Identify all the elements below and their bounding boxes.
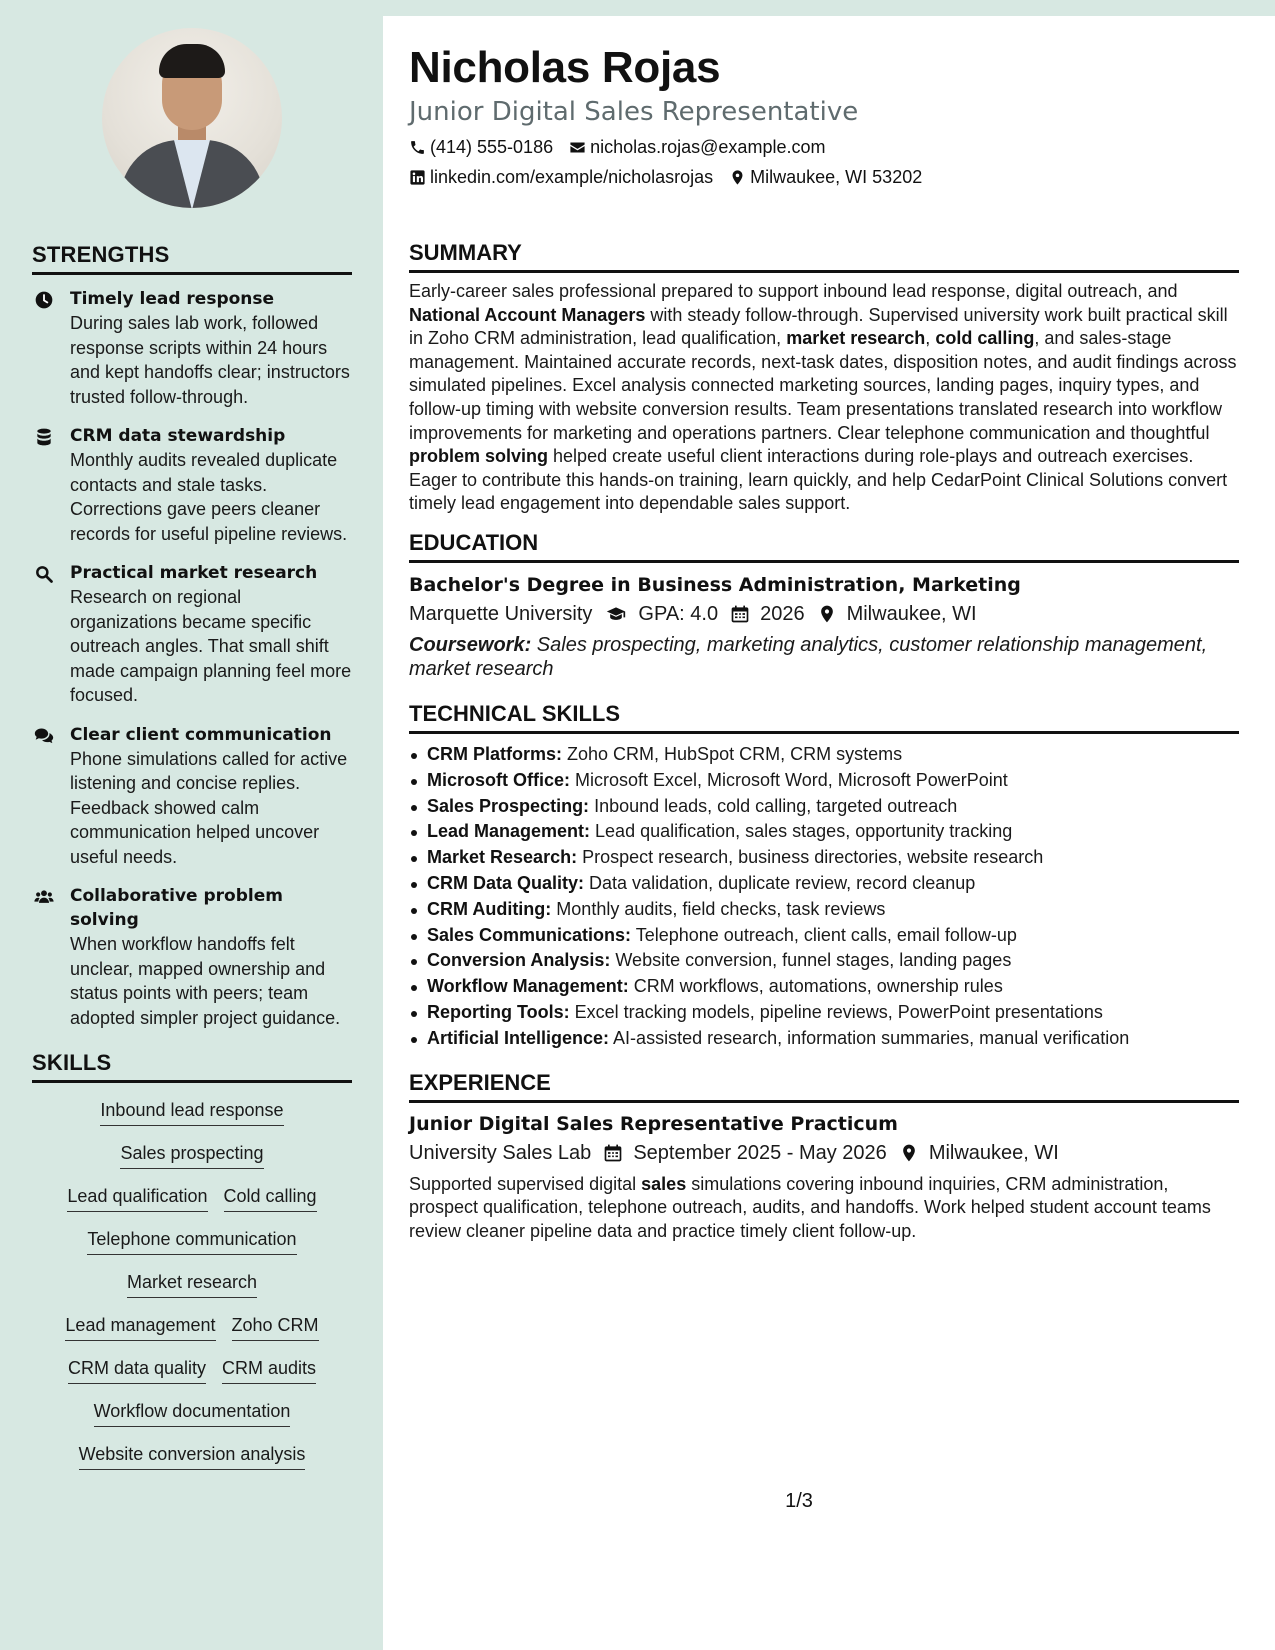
technical-skill-label: CRM Auditing:: [427, 898, 552, 919]
strength-title: Timely lead response: [70, 289, 275, 309]
coursework: [409, 633, 1239, 681]
text-run: Supported supervised digital: [409, 1173, 642, 1194]
skill-tag: Website conversion analysis: [79, 1442, 306, 1470]
skill-tag: Lead qualification: [67, 1184, 207, 1212]
search-icon: [32, 561, 70, 708]
technical-skill-item: [409, 974, 1239, 1000]
skill-tag: CRM data quality: [68, 1356, 206, 1384]
skill-row: [32, 1141, 352, 1169]
technical-skill-value: Prospect research, business directories, website research: [577, 847, 1044, 868]
candidate-role: Junior Digital Sales Representative: [409, 97, 859, 127]
strength-title: Practical market research: [70, 563, 318, 583]
technical-skill-value: Microsoft Excel, Microsoft Word, Microsoft PowerPoint: [570, 769, 1008, 790]
gpa-text: GPA: 4.0: [638, 602, 719, 625]
technical-skill-item: [409, 845, 1239, 871]
strength-title: CRM data stewardship: [70, 426, 286, 446]
contact-row-1: [409, 134, 1239, 160]
technical-skill-value: CRM workflows, automations, ownership rules: [628, 976, 1003, 997]
technical-skill-value: Lead qualification, sales stages, opportunity tracking: [590, 821, 1013, 842]
location-text: Milwaukee, WI 53202: [750, 167, 923, 187]
technical-skill-item: [409, 768, 1239, 794]
page-number: 1/3: [785, 1490, 813, 1512]
technical-skill-value: Data validation, duplicate review, record cleanup: [584, 872, 976, 893]
avatar: [102, 28, 282, 208]
coursework-label: Coursework:: [409, 633, 532, 656]
technical-skill-value: Inbound leads, cold calling, targeted outreach: [589, 795, 958, 816]
emphasis-text: market research: [786, 328, 926, 349]
school: [409, 600, 592, 628]
strength-description: When workflow handoffs felt unclear, mapped ownership and status points with peers; team adopted simpler project guidance.: [70, 934, 341, 1028]
text-run: , and sales-stage management. Maintained accurate records, next-task dates, disposition notes, and audit findings across simulated pipelines. Excel analysis connected marketing sources, landing pages, inquiry types, and follow-up timing with website conversion results. Team presentations translated research into workflow improvements for marketing and operations partners. Clear telephone communication and thoughtful: [409, 328, 1237, 443]
school-name: Marquette University: [409, 602, 593, 625]
technical-skill-label: Sales Prospecting:: [427, 795, 590, 816]
gpa: [604, 600, 718, 628]
users-icon: [32, 884, 70, 1030]
technical-skill-value: Website conversion, funnel stages, landing pages: [610, 950, 1012, 971]
strength-text: [70, 287, 352, 409]
technical-skill-item: [409, 1026, 1239, 1052]
skill-tag: Lead management: [65, 1313, 215, 1341]
job-org: [409, 1139, 591, 1167]
phone-contact[interactable]: [409, 134, 553, 160]
technical-skill-item: [409, 923, 1239, 949]
emphasis-text: cold calling: [935, 328, 1035, 349]
technical-skill-item: [409, 1000, 1239, 1026]
email-text: nicholas.rojas@example.com: [590, 137, 826, 157]
skill-tag: Telephone communication: [87, 1227, 296, 1255]
skill-tag: Workflow documentation: [94, 1399, 291, 1427]
location-contact: [729, 164, 922, 190]
calendar-icon: [730, 604, 750, 624]
strength-title: Collaborative problem solving: [70, 886, 283, 930]
dates-text: September 2025 - May 2026: [633, 1141, 887, 1164]
skills-heading: SKILLS: [32, 1050, 352, 1083]
strength-title: Clear client communication: [70, 724, 332, 745]
strength-item: [32, 884, 352, 1030]
skill-tag: Cold calling: [224, 1184, 317, 1212]
technical-skill-value: Excel tracking models, pipeline reviews, PowerPoint presentations: [569, 1001, 1103, 1022]
text-run: Early-career sales professional prepared to support inbound lead response, digital outreach, and: [409, 281, 1178, 301]
graduation-cap-icon: [604, 604, 628, 624]
job-meta: [409, 1139, 1239, 1167]
strength-item: [32, 287, 352, 409]
strength-description: Phone simulations called for active listening and concise replies. Feedback showed calm communication helped uncover useful needs.: [70, 748, 348, 867]
job-dates: [603, 1139, 887, 1167]
emphasis-text: National Account Managers: [409, 304, 646, 325]
text-run: helped create useful client interactions during role-plays and outreach exercises. Eager to contribute this hands-on training, learn quickly, and help CedarPoint Clinical Solutions convert timely lead engagement into dependable sales support.: [409, 446, 1228, 514]
skill-row: [32, 1442, 352, 1470]
technical-skill-item: [409, 819, 1239, 845]
map-pin-icon: [729, 169, 746, 186]
email-contact[interactable]: [569, 134, 825, 160]
emphasis-text: sales: [641, 1173, 687, 1194]
skill-row: [32, 1356, 352, 1384]
education-heading: EDUCATION: [409, 530, 1239, 563]
job-title: Junior Digital Sales Representative Practicum: [409, 1112, 898, 1135]
linkedin-icon: [409, 169, 426, 186]
sidebar: [0, 0, 383, 1650]
text-run: simulations covering inbound inquiries, CRM administration, prospect qualification, telephone outreach, audits, and handoffs. Work helped student account teams review cleaner pipeline data and practice timely client follow-up.: [409, 1173, 1211, 1241]
technical-skill-item: [409, 948, 1239, 974]
org-name: University Sales Lab: [409, 1141, 592, 1164]
technical-skill-value: Monthly audits, field checks, task reviews: [551, 898, 886, 919]
skill-tag: CRM audits: [222, 1356, 316, 1384]
skill-row: [32, 1270, 352, 1298]
skill-tag: Market research: [127, 1270, 257, 1298]
strength-item: [32, 561, 352, 708]
technical-skill-label: Artificial Intelligence:: [427, 1027, 610, 1048]
strength-description: Monthly audits revealed duplicate contacts and stale tasks. Corrections gave peers cleaner records for useful pipeline reviews.: [70, 450, 348, 544]
technical-skill-label: Reporting Tools:: [427, 1001, 570, 1022]
contact-row-2: [409, 164, 1239, 190]
technical-skill-value: Telephone outreach, client calls, email follow-up: [631, 924, 1017, 945]
school-location: [817, 600, 977, 628]
skills-list: [32, 1098, 351, 1470]
main-content: [383, 16, 1275, 1650]
map-pin-icon: [899, 1143, 919, 1163]
phone-icon: [409, 139, 426, 156]
emphasis-text: problem solving: [409, 446, 549, 467]
strength-description: Research on regional organizations became specific outreach angles. That small shift made campaign planning feel more focused.: [70, 587, 352, 705]
job-location: [899, 1139, 1059, 1167]
technical-skill-value: Zoho CRM, HubSpot CRM, CRM systems: [562, 743, 903, 764]
technical-skill-label: CRM Data Quality:: [427, 872, 585, 893]
technical-skill-label: Microsoft Office:: [427, 769, 571, 790]
technical-skills-list: [409, 742, 1239, 1052]
envelope-icon: [569, 139, 586, 156]
job-location-text: Milwaukee, WI: [928, 1141, 1059, 1164]
skill-tag: Inbound lead response: [100, 1098, 283, 1126]
strength-item: [32, 424, 352, 546]
technical-skill-label: CRM Platforms:: [427, 743, 563, 764]
linkedin-contact[interactable]: [409, 164, 713, 190]
summary-text: [409, 280, 1239, 516]
candidate-name: Nicholas Rojas: [409, 43, 721, 92]
technical-skills-heading: TECHNICAL SKILLS: [409, 701, 1239, 734]
skill-tag: Zoho CRM: [232, 1313, 319, 1341]
technical-skill-item: [409, 794, 1239, 820]
calendar-icon: [603, 1143, 623, 1163]
technical-skill-label: Lead Management:: [427, 821, 591, 842]
technical-skill-label: Workflow Management:: [427, 976, 629, 997]
strength-text: [70, 884, 352, 1030]
technical-skill-item: [409, 742, 1239, 768]
text-run: with steady follow-through. Supervised university work built practical skill in Zoho CRM administration, lead qualification,: [409, 304, 1228, 349]
strengths-heading: STRENGTHS: [32, 242, 352, 275]
skill-row: [32, 1399, 352, 1427]
strengths-list: [32, 287, 352, 1030]
technical-skill-label: Sales Communications:: [427, 924, 632, 945]
degree-title: Bachelor's Degree in Business Administration, Marketing: [409, 573, 1021, 596]
strength-description: During sales lab work, followed response scripts within 24 hours and kept handoffs clear; instructors trusted follow-through.: [70, 313, 350, 407]
skill-row: [32, 1313, 352, 1341]
school-location-text: Milwaukee, WI: [846, 602, 977, 625]
experience-heading: EXPERIENCE: [409, 1070, 1239, 1103]
year-text: 2026: [760, 602, 805, 625]
phone-text: (414) 555-0186: [430, 137, 554, 157]
skill-row: [32, 1184, 352, 1212]
technical-skill-item: [409, 871, 1239, 897]
technical-skill-item: [409, 897, 1239, 923]
text-run: ,: [925, 328, 936, 349]
strength-text: [70, 723, 352, 870]
technical-skill-value: AI-assisted research, information summaries, manual verification: [609, 1027, 1130, 1048]
comments-icon: [32, 723, 70, 870]
map-pin-icon: [817, 604, 837, 624]
technical-skill-label: Conversion Analysis:: [427, 950, 611, 971]
job-description: [409, 1173, 1239, 1244]
skill-row: [32, 1098, 352, 1126]
linkedin-text: linkedin.com/example/nicholasrojas: [430, 167, 714, 187]
skill-tag: Sales prospecting: [120, 1141, 263, 1169]
coursework-text: Sales prospecting, marketing analytics, customer relationship management, market research: [409, 633, 1208, 680]
education-meta: [409, 600, 1239, 628]
strength-text: [70, 561, 352, 708]
database-icon: [32, 424, 70, 546]
technical-skill-label: Market Research:: [427, 847, 578, 868]
graduation-year: [730, 600, 805, 628]
clock-icon: [32, 287, 70, 409]
strength-item: [32, 723, 352, 870]
skill-row: [32, 1227, 352, 1255]
summary-heading: SUMMARY: [409, 240, 1239, 273]
strength-text: [70, 424, 352, 546]
